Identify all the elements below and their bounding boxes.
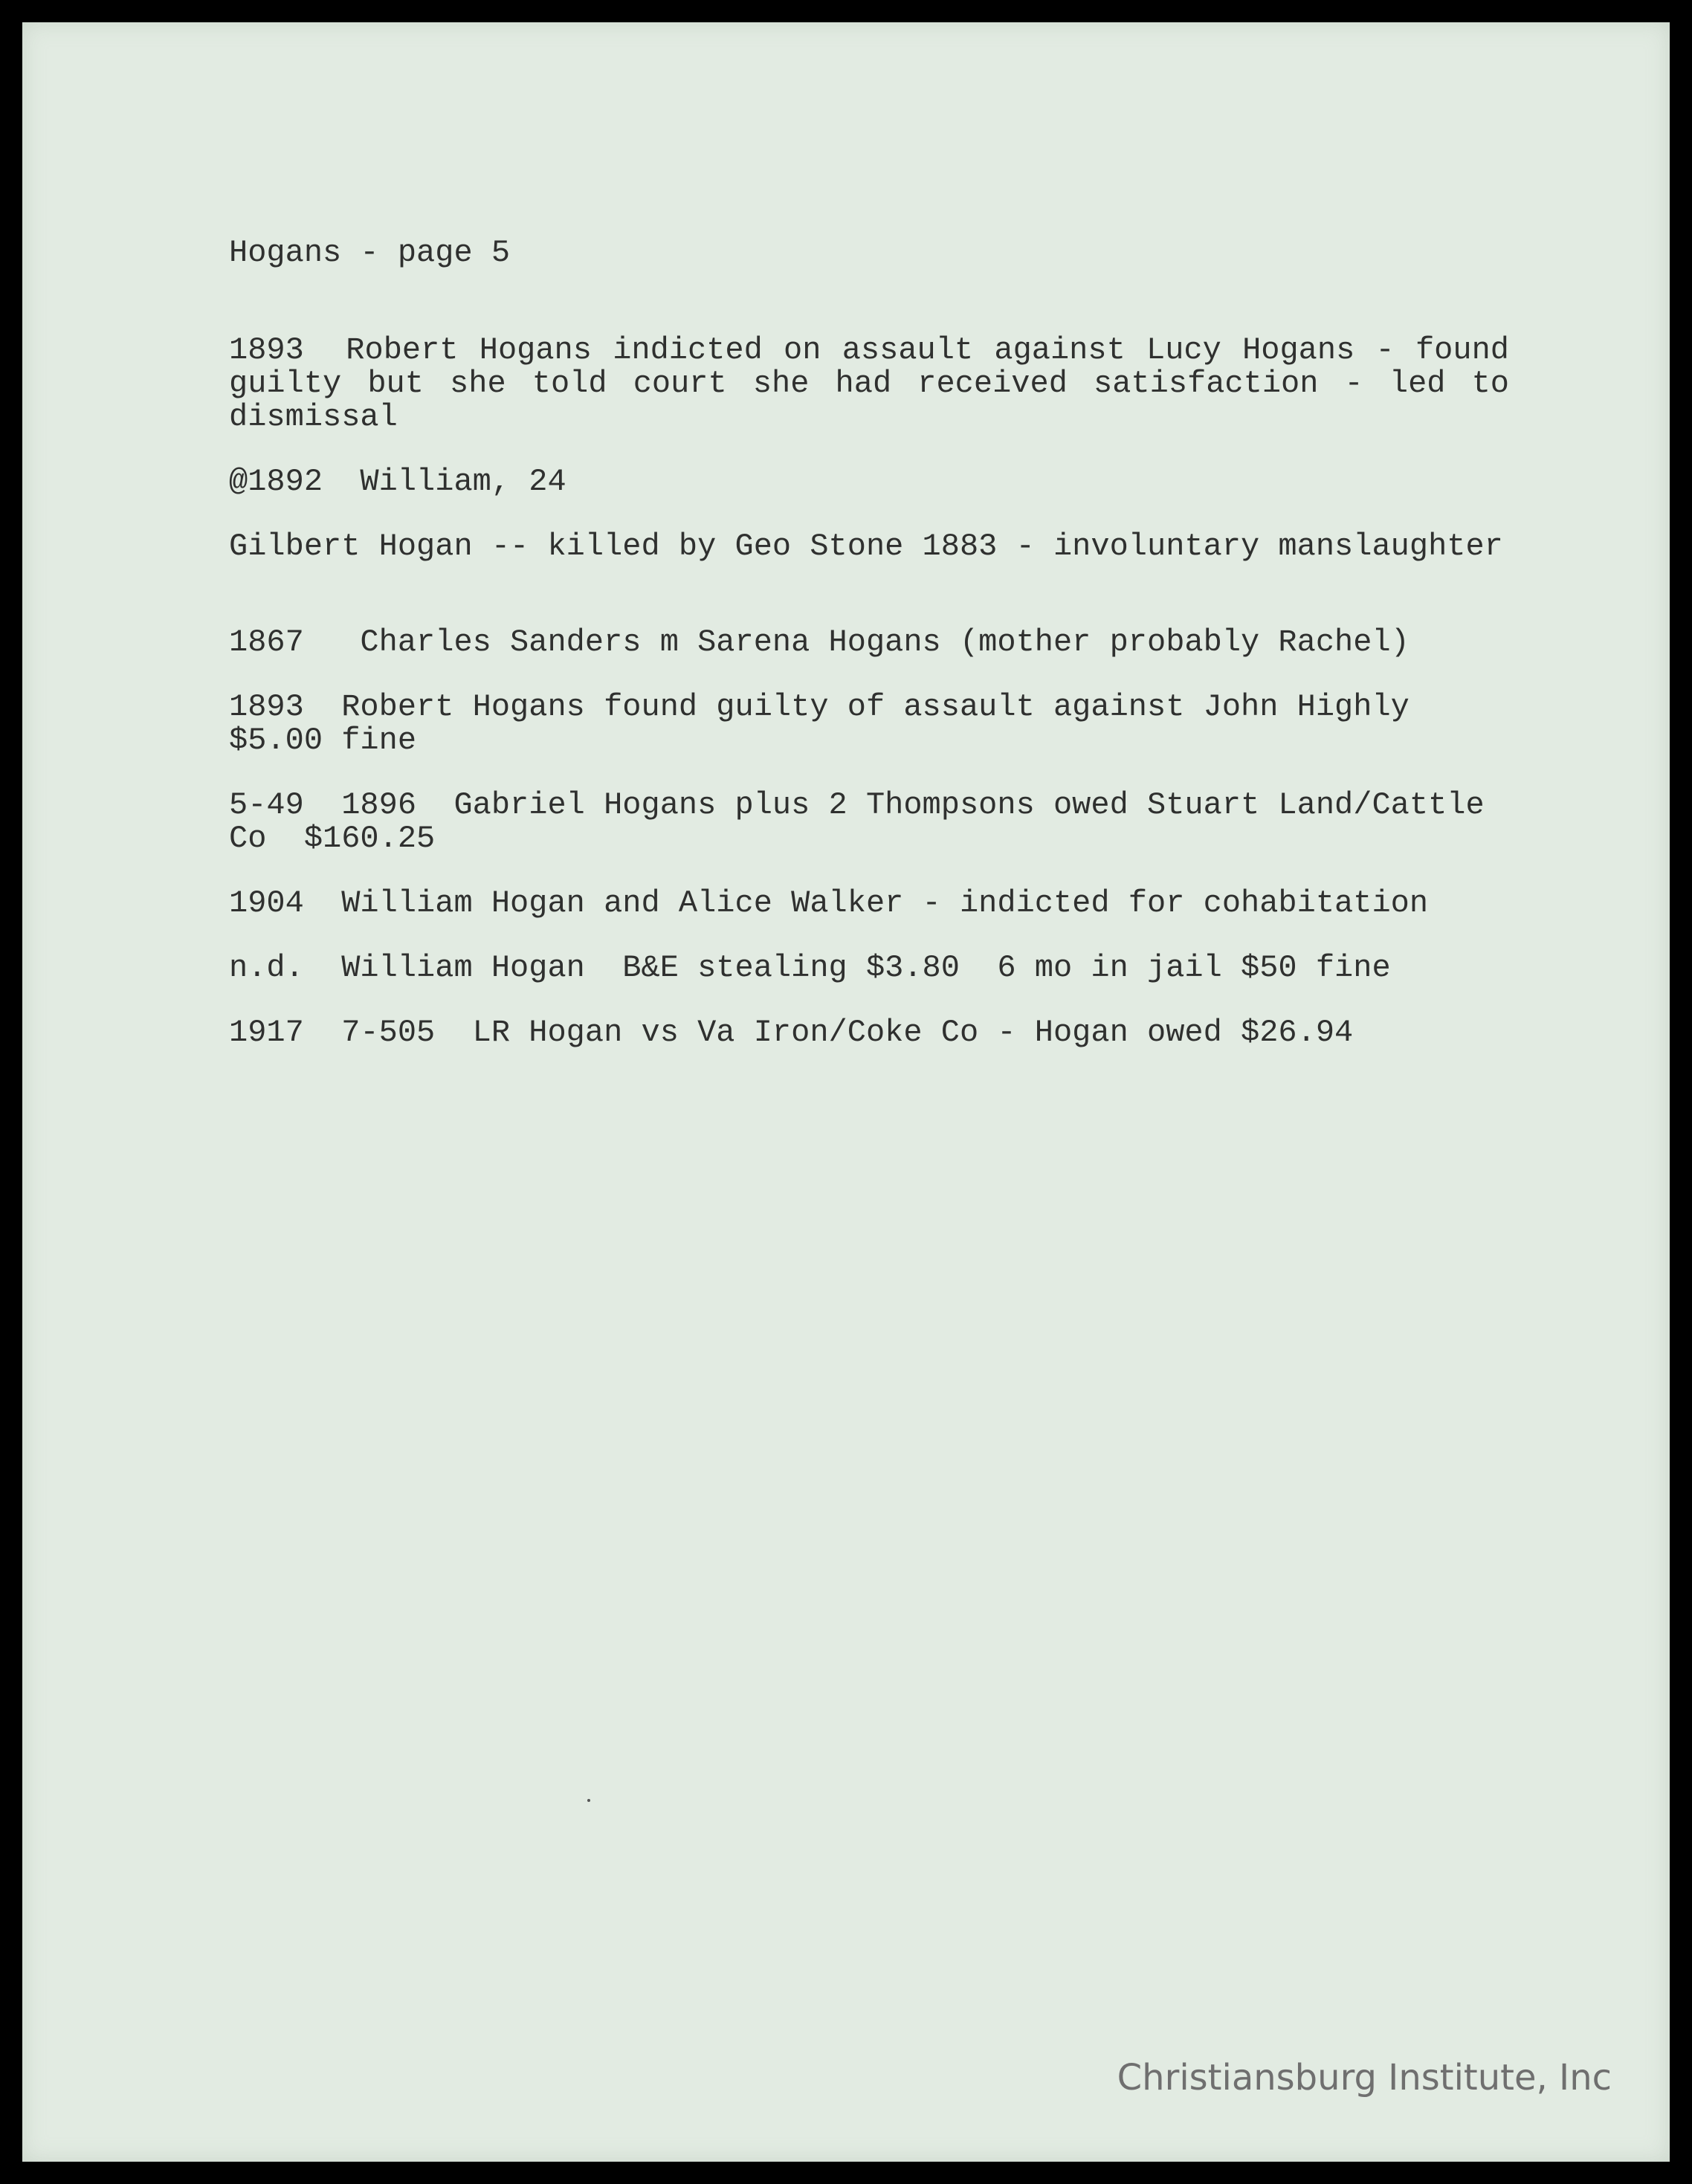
entry-nd-stealing: n.d. William Hogan B&E stealing $3.80 6 mo in jail $50 fine — [229, 950, 1391, 986]
document-page — [22, 22, 1670, 2162]
watermark-text: Christiansburg Institute, Inc — [1117, 2057, 1612, 2099]
entry-1892-william: @1892 William, 24 — [229, 464, 566, 500]
entry-1917-lawsuit: 1917 7-505 LR Hogan vs Va Iron/Coke Co - Hogan owed $26.94 — [229, 1015, 1354, 1050]
document-body — [229, 235, 1528, 1081]
entry-1896-debt: 5-49 1896 Gabriel Hogans plus 2 Thompsons owed Stuart Land/Cattle Co $160.25 — [229, 787, 1503, 856]
entry-gilbert-hogan: Gilbert Hogan -- killed by Geo Stone 1883 - involuntary manslaughter — [229, 529, 1503, 564]
page-heading: Hogans - page 5 — [229, 235, 511, 271]
entry-1893-assault-john: 1893 Robert Hogans found guilty of assault against John Highly $5.00 fine — [229, 689, 1429, 758]
paper-speck — [587, 1799, 590, 1802]
entry-1867-marriage: 1867 Charles Sanders m Sarena Hogans (mother probably Rachel) — [229, 624, 1410, 660]
entry-1904-cohabitation: 1904 William Hogan and Alice Walker - indicted for cohabitation — [229, 885, 1429, 921]
entry-1893-assault-lucy: 1893 Robert Hogans indicted on assault against Lucy Hogans - found guilty but she told court she had received satisfaction - led to dismissal — [229, 332, 1528, 435]
